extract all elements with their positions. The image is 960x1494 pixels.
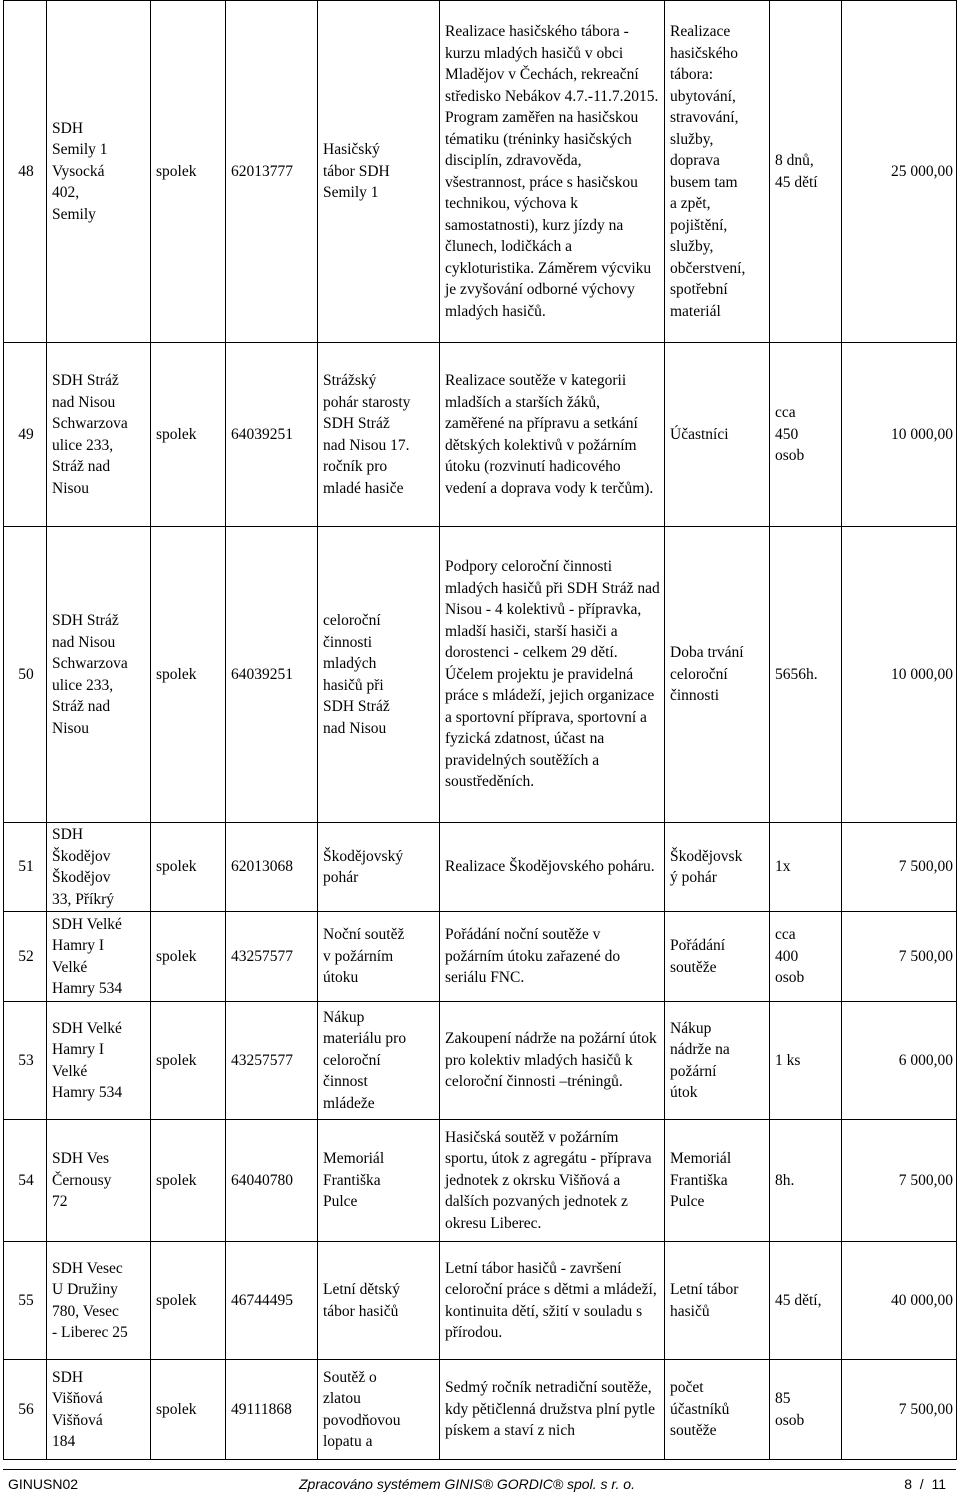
recipient-text: SDH Stráž nad Nisou Schwarzova ulice 233, Stráž nad Nisou xyxy=(52,372,128,497)
ico-text: 43257577 xyxy=(231,1051,293,1069)
legal-form-cell xyxy=(151,1360,226,1460)
amount-text: 7 500,00 xyxy=(898,858,953,876)
cost-text: počet účastníků soutěže xyxy=(670,1379,730,1440)
legal-form-cell xyxy=(151,527,226,823)
recipient-text: SDH Ves Černousy 72 xyxy=(52,1150,112,1211)
purpose-text: Strážský pohár starosty SDH Stráž nad Nisou 17. ročník pro mladé hasiče xyxy=(323,372,411,497)
row-number xyxy=(4,912,47,1002)
scope-text: 5656h. xyxy=(775,665,818,683)
scope-cell xyxy=(770,1,842,343)
table-row xyxy=(4,1,957,343)
ico-text: 62013777 xyxy=(231,162,293,180)
table-row xyxy=(4,527,957,823)
amount-cell xyxy=(842,823,957,912)
description-text: Realizace hasičského tábora - kurzu mladých hasičů v obci Mladějov v Čechách, rekreační středisko Nebákov 4.7.-11.7.2015. Program zaměřen na hasičskou tématiku (tréninky hasičských disciplín, zdravověda, všestrannost, práce s hasičskou technikou, výchova k samostatnosti), kurz jízdy na člunech, lodičkách a cykloturistika. Záměrem výcviku je zvyšování odborné výchovy mladých hasičů. xyxy=(445,23,659,320)
recipient-text: SDH Velké Hamry I Velké Hamry 534 xyxy=(52,915,123,997)
legal-form-text: spolek xyxy=(156,947,197,965)
amount-cell xyxy=(842,1002,957,1120)
amount-cell xyxy=(842,527,957,823)
cost-cell xyxy=(665,912,770,1002)
ico-text: 62013068 xyxy=(231,858,293,876)
purpose-text: Škodějovský pohár xyxy=(323,847,404,886)
row-number xyxy=(4,823,47,912)
scope-cell xyxy=(770,1242,842,1360)
ico-cell xyxy=(226,1,318,343)
legal-form-cell xyxy=(151,1120,226,1242)
table-row xyxy=(4,823,957,912)
description-text: Letní tábor hasičů - završení celoroční práce s dětmi a mládeží, kontinuita dětí, sžití v souladu s přírodou. xyxy=(445,1259,657,1341)
footer-page-separator: / xyxy=(919,1476,924,1492)
amount-cell xyxy=(842,1120,957,1242)
cost-cell xyxy=(665,1,770,343)
ico-text: 46744495 xyxy=(231,1291,293,1309)
recipient-cell xyxy=(47,1360,151,1460)
cost-cell xyxy=(665,1002,770,1120)
row-number xyxy=(4,1242,47,1360)
amount-text: 10 000,00 xyxy=(891,425,953,443)
ico-text: 64039251 xyxy=(231,425,293,443)
description-text: Sedmý ročník netradiční soutěže, kdy pětičlenná družstva plní pytle pískem a staví z nich xyxy=(445,1379,656,1440)
amount-text: 40 000,00 xyxy=(891,1291,953,1309)
ico-cell xyxy=(226,1360,318,1460)
description-cell xyxy=(440,823,665,912)
recipient-text: SDH Vesec U Družiny 780, Vesec - Liberec 25 xyxy=(52,1259,128,1341)
amount-text: 10 000,00 xyxy=(891,665,953,683)
legal-form-cell xyxy=(151,343,226,527)
recipient-text: SDH Stráž nad Nisou Schwarzova ulice 233, Stráž nad Nisou xyxy=(52,612,128,737)
footer-total-pages: 11 xyxy=(931,1476,946,1492)
cost-cell xyxy=(665,1120,770,1242)
row-number-text: 48 xyxy=(18,162,34,180)
amount-text: 25 000,00 xyxy=(891,162,953,180)
row-number xyxy=(4,527,47,823)
ico-text: 64039251 xyxy=(231,665,293,683)
purpose-cell xyxy=(318,343,440,527)
amount-cell xyxy=(842,912,957,1002)
description-text: Zakoupení nádrže na požární útok pro kolektiv mladých hasičů k celoroční činnosti –tréningů. xyxy=(445,1030,657,1091)
purpose-text: Noční soutěž v požárním útoku xyxy=(323,926,405,987)
cost-text: Memoriál Františka Pulce xyxy=(670,1150,732,1211)
scope-text: 45 dětí, xyxy=(775,1291,822,1309)
footer-page: 8 xyxy=(904,1476,912,1492)
legal-form-cell xyxy=(151,912,226,1002)
recipient-cell xyxy=(47,527,151,823)
scope-text: cca 400 osob xyxy=(775,926,805,987)
cost-cell xyxy=(665,343,770,527)
grants-table xyxy=(3,0,957,1460)
row-number xyxy=(4,1,47,343)
recipient-cell xyxy=(47,1242,151,1360)
scope-cell xyxy=(770,527,842,823)
description-cell xyxy=(440,1242,665,1360)
recipient-cell xyxy=(47,1002,151,1120)
row-number-text: 55 xyxy=(18,1291,34,1309)
amount-text: 7 500,00 xyxy=(898,947,953,965)
recipient-cell xyxy=(47,343,151,527)
recipient-text: SDH Škodějov Škodějov 33, Příkrý xyxy=(52,826,114,908)
row-number xyxy=(4,1002,47,1120)
purpose-text: Memoriál Františka Pulce xyxy=(323,1150,385,1211)
recipient-text: SDH Velké Hamry I Velké Hamry 534 xyxy=(52,1019,123,1101)
legal-form-cell xyxy=(151,1,226,343)
scope-text: 1 ks xyxy=(775,1051,801,1069)
recipient-cell xyxy=(47,823,151,912)
recipient-text: SDH Višňová Višňová 184 xyxy=(52,1368,103,1450)
table-row xyxy=(4,1242,957,1360)
legal-form-text: spolek xyxy=(156,1051,197,1069)
amount-text: 6 000,00 xyxy=(898,1051,953,1069)
legal-form-cell xyxy=(151,1002,226,1120)
ico-cell xyxy=(226,343,318,527)
description-text: Realizace soutěže v kategorii mladších a starších žáků, zaměřené na přípravu a setkání dětských kolektivů v požárním útoku (rozvinutí hadicového vedení a doprava vody k terčům). xyxy=(445,372,654,497)
row-number xyxy=(4,1360,47,1460)
scope-cell xyxy=(770,343,842,527)
footer-divider xyxy=(3,1469,956,1470)
purpose-cell xyxy=(318,823,440,912)
cost-cell xyxy=(665,527,770,823)
cost-text: Nákup nádrže na požární útok xyxy=(670,1019,730,1101)
amount-cell xyxy=(842,1,957,343)
cost-text: Účastníci xyxy=(670,425,729,443)
cost-text: Realizace hasičského tábora: ubytování, stravování, služby, doprava busem tam a zpět, pojištění, služby, občerstvení, spotřební materiál xyxy=(670,23,746,320)
legal-form-text: spolek xyxy=(156,425,197,443)
scope-cell xyxy=(770,912,842,1002)
ico-text: 49111868 xyxy=(231,1400,292,1418)
description-cell xyxy=(440,1360,665,1460)
purpose-cell xyxy=(318,1120,440,1242)
amount-text: 7 500,00 xyxy=(898,1171,953,1189)
recipient-text: SDH Semily 1 Vysocká 402, Semily xyxy=(52,119,108,223)
scope-text: 8 dnů, 45 dětí xyxy=(775,152,818,191)
page-footer xyxy=(8,1476,948,1494)
ico-cell xyxy=(226,823,318,912)
description-cell xyxy=(440,1,665,343)
purpose-cell xyxy=(318,1002,440,1120)
scope-cell xyxy=(770,823,842,912)
scope-cell xyxy=(770,1120,842,1242)
purpose-text: Hasičský tábor SDH Semily 1 xyxy=(323,141,390,202)
ico-cell xyxy=(226,912,318,1002)
row-number xyxy=(4,1120,47,1242)
legal-form-text: spolek xyxy=(156,665,197,683)
cost-text: Pořádání soutěže xyxy=(670,937,726,976)
cost-cell xyxy=(665,1360,770,1460)
description-text: Podpory celoroční činnosti mladých hasičů při SDH Stráž nad Nisou - 4 kolektivů - přípravka, mladší hasiči, starší hasiči a dorostenci - celkem 29 dětí. Účelem projektu je pravidelná práce s mládeží, jejich organizace a sportovní příprava, sportovní a fyzická zdatnost, účast na pravidelných soutěžích a soustředěních. xyxy=(445,558,660,791)
row-number-text: 53 xyxy=(18,1051,34,1069)
cost-text: Letní tábor hasičů xyxy=(670,1281,739,1320)
description-cell xyxy=(440,527,665,823)
cost-cell xyxy=(665,1242,770,1360)
table-row xyxy=(4,1360,957,1460)
purpose-cell xyxy=(318,1360,440,1460)
scope-text: cca 450 osob xyxy=(775,404,805,465)
table-row xyxy=(4,1120,957,1242)
footer-code: GINUSN02 xyxy=(8,1476,79,1492)
row-number xyxy=(4,343,47,527)
description-cell xyxy=(440,343,665,527)
description-text: Realizace Škodějovského poháru. xyxy=(445,858,655,876)
legal-form-text: spolek xyxy=(156,1171,197,1189)
amount-text: 7 500,00 xyxy=(898,1400,953,1418)
scope-text: 8h. xyxy=(775,1171,795,1189)
purpose-text: Soutěž o zlatou povodňovou lopatu a xyxy=(323,1368,401,1450)
purpose-cell xyxy=(318,912,440,1002)
amount-cell xyxy=(842,1242,957,1360)
purpose-cell xyxy=(318,1242,440,1360)
purpose-text: celoroční činnosti mladých hasičů při SDH Stráž nad Nisou xyxy=(323,612,390,737)
cost-text: Doba trvání celoroční činnosti xyxy=(670,644,744,705)
legal-form-cell xyxy=(151,1242,226,1360)
description-cell xyxy=(440,1002,665,1120)
ico-text: 64040780 xyxy=(231,1171,293,1189)
description-text: Pořádání noční soutěže v požárním útoku zařazené do seriálu FNC. xyxy=(445,926,621,987)
scope-text: 85 osob xyxy=(775,1390,805,1429)
row-number-text: 52 xyxy=(18,947,34,965)
table-row xyxy=(4,912,957,1002)
legal-form-cell xyxy=(151,823,226,912)
ico-text: 43257577 xyxy=(231,947,293,965)
purpose-cell xyxy=(318,1,440,343)
ico-cell xyxy=(226,1002,318,1120)
description-text: Hasičská soutěž v požárním sportu, útok z agregátu - příprava jednotek z okrsku Višňová a dalších pozvaných jednotek z okresu Liberec. xyxy=(445,1128,652,1232)
legal-form-text: spolek xyxy=(156,1291,197,1309)
scope-cell xyxy=(770,1002,842,1120)
scope-text: 1x xyxy=(775,858,791,876)
recipient-cell xyxy=(47,1,151,343)
purpose-text: Letní dětský tábor hasičů xyxy=(323,1281,401,1320)
amount-cell xyxy=(842,1360,957,1460)
ico-cell xyxy=(226,1242,318,1360)
row-number-text: 54 xyxy=(18,1171,34,1189)
description-cell xyxy=(440,1120,665,1242)
purpose-text: Nákup materiálu pro celoroční činnost mládeže xyxy=(323,1008,407,1112)
ico-cell xyxy=(226,1120,318,1242)
row-number-text: 56 xyxy=(18,1400,34,1418)
purpose-cell xyxy=(318,527,440,823)
row-number-text: 50 xyxy=(18,665,34,683)
table-row xyxy=(4,1002,957,1120)
description-cell xyxy=(440,912,665,1002)
ico-cell xyxy=(226,527,318,823)
legal-form-text: spolek xyxy=(156,162,197,180)
legal-form-text: spolek xyxy=(156,1400,197,1418)
footer-system-note: Zpracováno systémem GINIS® GORDIC® spol. s r. o. xyxy=(299,1476,635,1492)
scope-cell xyxy=(770,1360,842,1460)
cost-text: Škodějovsk ý pohár xyxy=(670,847,743,886)
recipient-cell xyxy=(47,1120,151,1242)
row-number-text: 49 xyxy=(18,425,34,443)
recipient-cell xyxy=(47,912,151,1002)
cost-cell xyxy=(665,823,770,912)
row-number-text: 51 xyxy=(18,858,34,876)
legal-form-text: spolek xyxy=(156,858,197,876)
footer-page-number xyxy=(904,1476,946,1492)
table-row xyxy=(4,343,957,527)
amount-cell xyxy=(842,343,957,527)
